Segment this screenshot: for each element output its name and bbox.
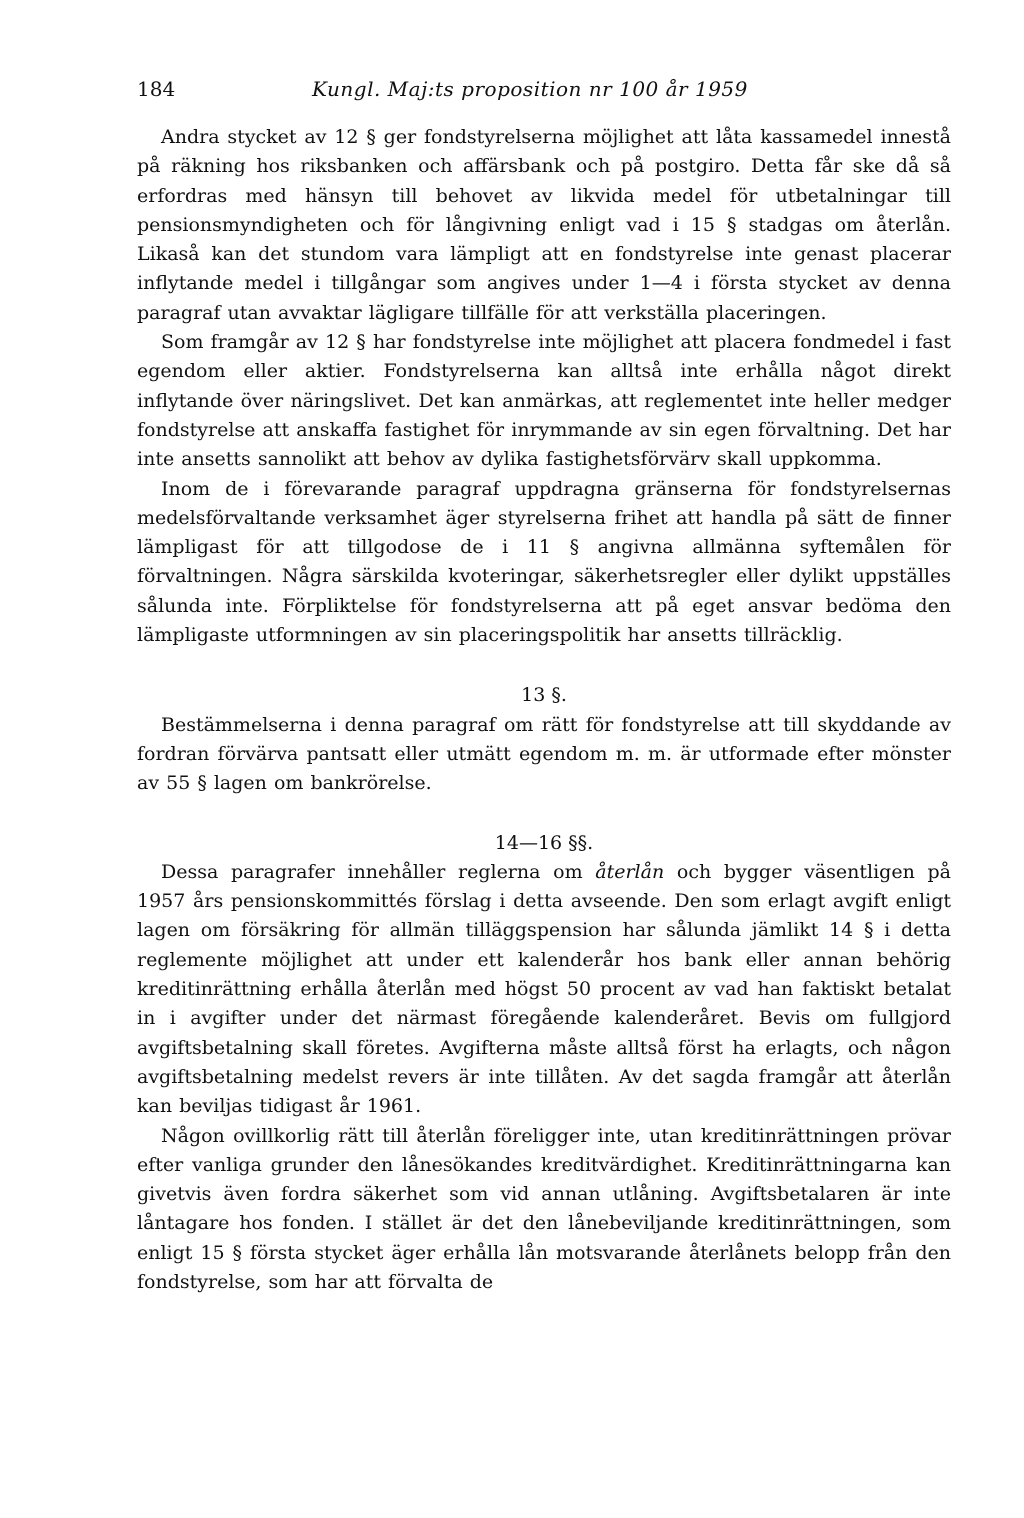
document-body <box>137 123 951 1297</box>
paragraph-aterlan-rules-start: Dessa paragrafer innehåller reglerna om <box>161 860 596 883</box>
paragraph-aterlan-rules <box>137 858 951 1122</box>
page-header <box>137 76 951 112</box>
paragraph-fast-egendom: Som framgår av 12 § har fondstyrelse inte möjlighet att placera fondmedel i fast egendom eller aktier. Fondstyrelserna kan alltså inte erhålla något direkt inflytande över näringslivet. Det kan anmärkas, att reglementet inte heller medger fondstyrelse att anskaffa fastighet för inrymmande av sin egen förvaltning. Det har inte ansetts sannolikt att behov av dylika fastighetsförvärv skall uppkomma. <box>137 331 951 471</box>
paragraph-medelsforvaltning: Inom de i förevarande paragraf uppdragna gränserna för fondstyrelsernas medelsförvaltande verksamhet äger styrelserna frihet att handla på sätt de finner lämpligast för att tillgodose de i 11 § angivna allmänna syftemålen för förvaltningen. Några särskilda kvoteringar, säkerhetsregler eller dylikt uppställes sålunda inte. Förpliktelse för fondstyrelserna att på eget ansvar bedöma den lämpligaste utformningen av sin placeringspolitik har ansetts tillräcklig. <box>137 477 951 647</box>
paragraph-kassamedel: Andra stycket av 12 § ger fondstyrelserna möjlighet att låta kassamedel innestå på räkning hos riksbanken och affärsbank och på postgiro. Detta får ske då så erfordras med hänsyn till behovet av likvida medel för utbetalningar till pensionsmyndigheten och för långivning enligt vad i 15 § stadgas om återlån. Likaså kan det stundom vara lämpligt att en fondstyrelse inte genast placerar inflytande medel i tillgångar som angives under 1—4 i första stycket av denna paragraf utan avvaktar lägligare tillfälle för att verkställa placeringen. <box>137 126 951 324</box>
italic-term-aterlan: återlån <box>595 860 665 883</box>
section-heading-13: 13 §. <box>521 684 567 707</box>
section-heading-14-16: 14—16 §§. <box>494 831 594 854</box>
page-number: 184 <box>137 77 176 101</box>
paragraph-aterlan-rules-rest: och bygger väsentligen på 1957 års pensionskommittés förslag i detta avseende. Den som erlagt avgift enligt lagen om försäkring för allmän tilläggspension har sålunda jämlikt 14 § i detta reglemente möjlighet att under ett kalenderår hos bank eller annan behörig kreditinrättning erhålla återlån med högst 50 procent av vad han faktiskt betalat in i avgifter under det närmast föregående kalenderåret. Bevis om fullgjord avgiftsbetalning skall företes. Avgifterna måste alltså först ha erlagts, och någon avgiftsbetalning medelst revers är inte tillåten. Av det sagda framgår att återlån kan beviljas tidigast år 1961. <box>137 860 951 1118</box>
document-page <box>137 76 951 1297</box>
running-title: Kungl. Maj:ts proposition nr 100 år 1959 <box>312 77 748 101</box>
paragraph-kreditinrattning: Någon ovillkorlig rätt till återlån föreligger inte, utan kreditinrättningen prövar efter vanliga grunder den lånesökandes kreditvärdighet. Kreditinrättningarna kan givetvis även fordra säkerhet som vid annan utlåning. Avgiftsbetalaren är inte låntagare hos fonden. I stället är det den lånebeviljande kreditinrättningen, som enligt 15 § första stycket äger erhålla lån motsvarande återlånets belopp från den fondstyrelse, som har att förvalta de <box>137 1124 951 1293</box>
paragraph-section-13: Bestämmelserna i denna paragraf om rätt för fondstyrelse att till skyddande av fordran förvärva pantsatt eller utmätt egendom m. m. är utformade efter mönster av 55 § lagen om bankrörelse. <box>137 713 951 795</box>
